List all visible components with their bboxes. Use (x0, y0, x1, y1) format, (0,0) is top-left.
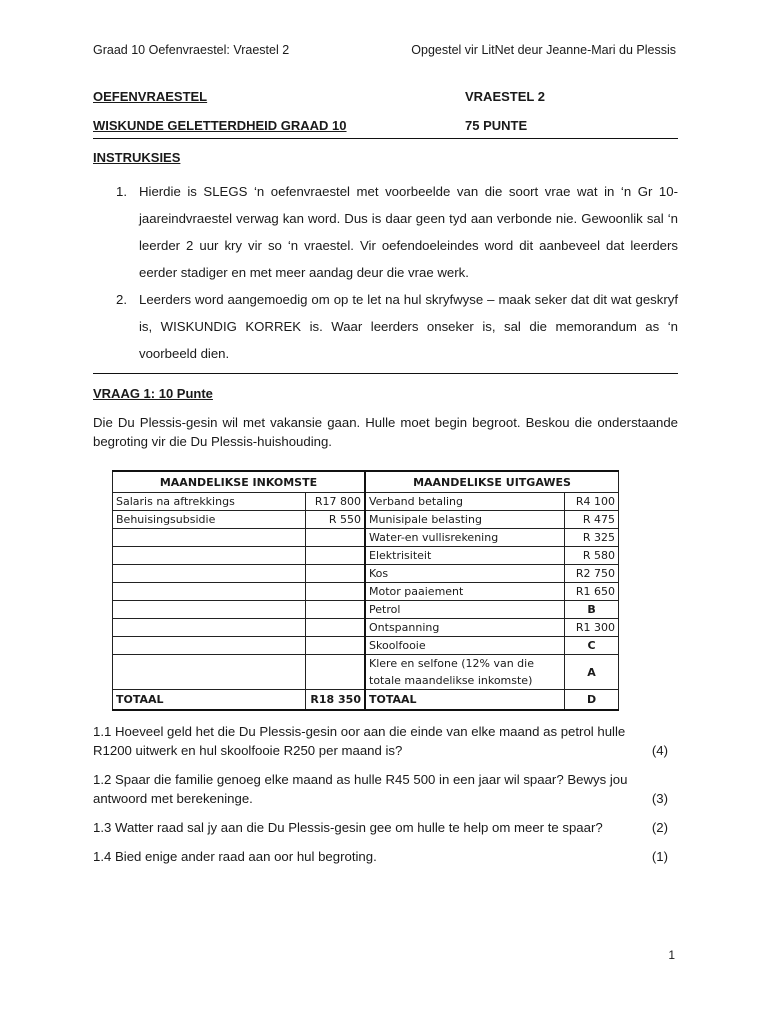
instruction-number: 2. (116, 292, 127, 307)
question-item (93, 818, 668, 837)
expense-amount: R2 750 (565, 565, 619, 583)
instructions-list (93, 178, 678, 367)
expense-total: D (565, 690, 619, 711)
expense-label: Kos (365, 565, 565, 583)
question-1-intro: Die Du Plessis-gesin wil met vakansie gaan. Hulle moet begin begroot. Beskou die onderstaande begroting vir die Du Plessis-huishouding. (93, 415, 678, 449)
expense-amount: R4 100 (565, 493, 619, 511)
question-marks: (3) (651, 791, 668, 806)
expense-amount: R 580 (565, 547, 619, 565)
table-row (113, 547, 619, 565)
instruction-item (93, 178, 678, 286)
expense-total-label: TOTAAL (365, 690, 565, 711)
expense-amount: B (565, 601, 619, 619)
expense-label: Petrol (365, 601, 565, 619)
instruction-number: 1. (116, 184, 127, 199)
expense-label: Klere en selfone (12% van die totale maandelikse inkomste) (365, 655, 565, 690)
empty-cell (305, 655, 365, 690)
meta-row-2 (93, 118, 678, 133)
income-total-label: TOTAAL (113, 690, 306, 711)
question-item (93, 770, 668, 808)
question-marks: (4) (651, 743, 668, 758)
header-right: Opgestel vir LitNet deur Jeanne-Mari du Plessis (411, 43, 676, 57)
table-row (113, 619, 619, 637)
expense-label: Water-en vullisrekening (365, 529, 565, 547)
table-row (113, 655, 619, 690)
table-row (113, 493, 619, 511)
question-text: 1.1 Hoeveel geld het die Du Plessis-gesin oor aan die einde van elke maand as petrol hulle R1200 uitwerk en hul skoolfooie R250 per maand is? (93, 724, 626, 758)
meta-row-1 (93, 89, 678, 104)
expense-amount: R 475 (565, 511, 619, 529)
table-row (113, 565, 619, 583)
question-text: 1.3 Watter raad sal jy aan die Du Plessis-gesin gee om hulle te help om meer te spaar? (93, 820, 603, 835)
subject-title: WISKUNDE GELETTERDHEID GRAAD 10 (93, 118, 347, 133)
empty-cell (305, 619, 365, 637)
income-amount: R17 800 (305, 493, 365, 511)
income-header: MAANDELIKSE INKOMSTE (113, 471, 366, 493)
empty-cell (305, 529, 365, 547)
instruction-item (93, 286, 678, 367)
question-marks: (2) (651, 820, 668, 835)
table-row (113, 583, 619, 601)
empty-cell (305, 565, 365, 583)
instruction-text: Hierdie is SLEGS ‘n oefenvraestel met voorbeelde van die soort vrae wat in ‘n Gr 10-jaareindvraestel verwag kan word. Dus is daar geen tyd aan verbonde nie. Gewoonlik sal ‘n leerder 2 uur kry vir so ‘n vraestel. Vir oefendoeleindes word dit aanbeveel dat leerders eerder stadiger en met meer aandag deur die vrae werk. (139, 184, 678, 280)
income-label: Salaris na aftrekkings (113, 493, 306, 511)
income-total: R18 350 (305, 690, 365, 711)
expense-label: Ontspanning (365, 619, 565, 637)
empty-cell (113, 619, 306, 637)
question-marks: (1) (651, 849, 668, 864)
empty-cell (113, 565, 306, 583)
question-list (93, 722, 668, 876)
expense-label: Munisipale belasting (365, 511, 565, 529)
question-text: 1.2 Spaar die familie genoeg elke maand as hulle R45 500 in een jaar wil spaar? Bewys jou antwoord met berekeninge. (93, 772, 628, 806)
expense-header: MAANDELIKSE UITGAWES (365, 471, 619, 493)
total-marks: 75 PUNTE (465, 118, 528, 133)
totals-row (113, 690, 619, 711)
expense-amount: C (565, 637, 619, 655)
divider-top (93, 138, 678, 139)
budget-header-row (113, 471, 619, 493)
page-number: 1 (668, 948, 675, 962)
empty-cell (113, 583, 306, 601)
paper-number: VRAESTEL 2 (465, 89, 545, 104)
expense-amount: R1 650 (565, 583, 619, 601)
empty-cell (305, 637, 365, 655)
expense-label: Elektrisiteit (365, 547, 565, 565)
question-1-title: VRAAG 1: 10 Punte (93, 386, 213, 401)
empty-cell (113, 655, 306, 690)
expense-amount: R1 300 (565, 619, 619, 637)
header-left: Graad 10 Oefenvraestel: Vraestel 2 (93, 43, 290, 57)
table-row (113, 511, 619, 529)
expense-amount: A (565, 655, 619, 690)
income-label: Behuisingsubsidie (113, 511, 306, 529)
empty-cell (113, 637, 306, 655)
table-row (113, 601, 619, 619)
table-row (113, 637, 619, 655)
budget-table (112, 470, 619, 711)
question-text: 1.4 Bied enige ander raad aan oor hul begroting. (93, 849, 377, 864)
expense-label: Verband betaling (365, 493, 565, 511)
instructions-title: INSTRUKSIES (93, 150, 181, 165)
divider-instructions (93, 373, 678, 374)
empty-cell (113, 529, 306, 547)
paper-type: OEFENVRAESTEL (93, 89, 208, 104)
income-amount: R 550 (305, 511, 365, 529)
empty-cell (113, 601, 306, 619)
expense-label: Motor paaiement (365, 583, 565, 601)
table-row (113, 529, 619, 547)
page-header (93, 43, 676, 57)
expense-amount: R 325 (565, 529, 619, 547)
instruction-text: Leerders word aangemoedig om op te let na hul skryfwyse – maak seker dat dit wat geskryf is, WISKUNDIG KORREK is. Waar leerders onseker is, sal die memorandum as ‘n voorbeeld dien. (139, 292, 678, 361)
empty-cell (305, 583, 365, 601)
empty-cell (305, 547, 365, 565)
empty-cell (305, 601, 365, 619)
question-item (93, 722, 668, 760)
empty-cell (113, 547, 306, 565)
expense-label: Skoolfooie (365, 637, 565, 655)
question-item (93, 847, 668, 866)
